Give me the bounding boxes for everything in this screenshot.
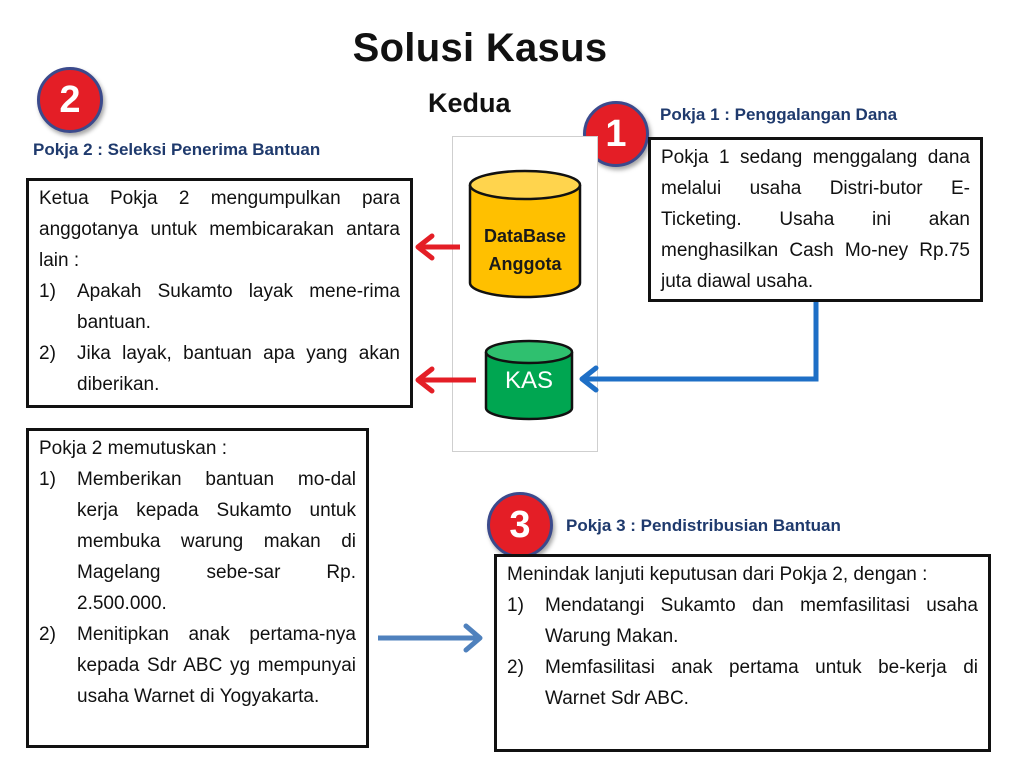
list-item [39,464,356,619]
pokja1-text: Pokja 1 sedang menggalang dana melalui usaha Distri-butor E-Ticketing. Usaha ini akan menghasilkan Cash Mo-ney Rp.75 juta diawal usaha. [661,147,970,292]
pokja2-heading: Pokja 2 : Seleksi Penerima Bantuan [33,140,321,159]
list-number: 2) [39,624,56,645]
pokja3-box [494,554,991,752]
list-item [507,590,978,652]
page-title: Solusi Kasus [352,26,608,70]
database-label-line1: DataBase [483,226,567,246]
pokja2-decision-intro: Pokja 2 memutuskan : [39,438,227,459]
pokja2-discussion-list [39,276,400,400]
list-text: Memfasilitasi anak pertama untuk be-kerja di Warnet Sdr ABC. [545,657,978,709]
list-item [39,619,356,712]
list-text: Menitipkan anak pertama-nya kepada Sdr ABC yg mempunyai usaha Warnet di Yogyakarta. [77,624,356,707]
list-text: Apakah Sukamto layak mene-rima bantuan. [77,281,400,333]
pokja3-list [507,590,978,714]
badge-one: 1 [583,101,649,167]
kas-label: KAS [504,367,554,394]
pokja1-heading: Pokja 1 : Penggalangan Dana [660,105,898,124]
list-item [39,338,400,400]
pokja1-box [648,137,983,302]
page-subtitle: Kedua [428,88,511,118]
pokja2-decision-list [39,464,356,712]
list-number: 2) [507,657,524,678]
pokja3-intro: Menindak lanjuti keputusan dari Pokja 2, dengan : [507,564,928,585]
list-number: 1) [39,469,56,490]
list-text: Mendatangi Sukamto dan memfasilitasi usaha Warung Makan. [545,595,978,647]
list-item [39,276,400,338]
database-label-line2: Anggota [488,254,562,274]
list-number: 1) [39,281,56,302]
list-number: 2) [39,343,56,364]
list-item [507,652,978,714]
database-label [470,222,580,278]
list-text: Jika layak, bantuan apa yang akan diberikan. [77,343,400,395]
badge-two: 2 [37,67,103,133]
blue-arrow-pokja1-to-kas [582,300,816,390]
list-text: Memberikan bantuan mo-dal kerja kepada Sukamto untuk membuka warung makan di Magelang sebe-sar Rp. 2.500.000. [77,469,356,614]
pokja2-decision-box [26,428,369,748]
badge-three: 3 [487,492,553,558]
pokja2-discussion-box [26,178,413,408]
red-arrow-database [418,236,460,258]
list-number: 1) [507,595,524,616]
red-arrow-kas [418,369,476,391]
pokja3-heading: Pokja 3 : Pendistribusian Bantuan [566,516,841,535]
pokja2-discussion-intro: Ketua Pokja 2 mengumpulkan para anggotanya untuk membicarakan antara lain : [39,188,400,271]
blue-arrow-pokja2-to-pokja3 [378,626,480,650]
